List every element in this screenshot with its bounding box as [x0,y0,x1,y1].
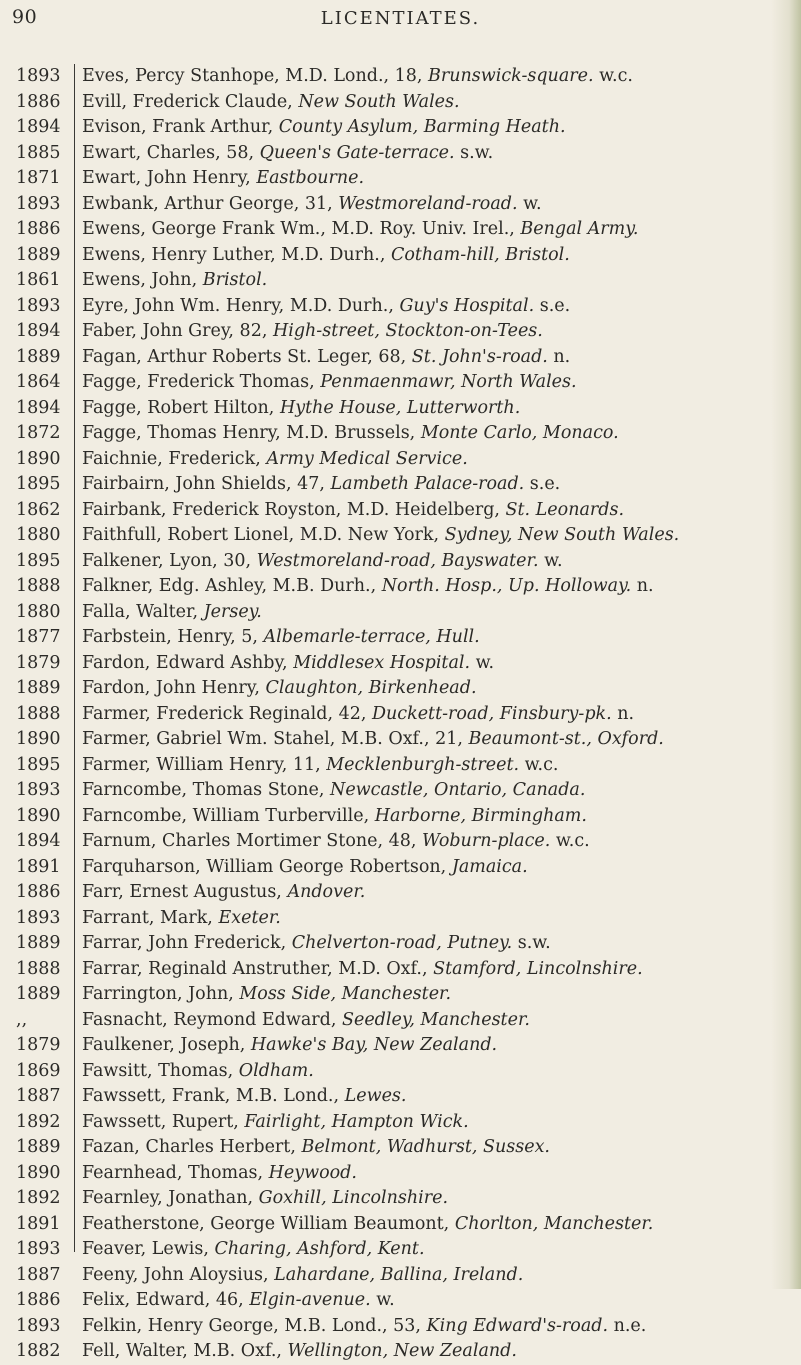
name-and-qualifications: Farquharson, William George Robertson, [82,856,452,877]
list-item [0,702,801,728]
postal-district: s.w. [454,142,494,163]
licentiate-entry [82,1033,775,1059]
registration-year: 1894 [16,831,61,851]
address: Fairlight, Hampton Wick. [244,1111,469,1132]
list-item [0,651,801,677]
name-and-qualifications: Fearnley, Jonathan, [82,1188,259,1208]
list-item [0,1339,801,1365]
address: High-street, Stockton-on-Tees. [272,321,543,341]
list-item [0,523,801,549]
licentiate-entry [82,829,775,855]
licentiate-entry [82,90,775,116]
list-item [0,778,801,804]
name-and-qualifications: Fawssett, Frank, M.B. Lond., [82,1086,345,1106]
registration-year: 1893 [16,193,61,214]
name-and-qualifications: Farr, Ernest Augustus, [82,882,288,902]
licentiate-entry [82,574,775,600]
address: Lahardane, Ballina, Ireland. [274,1264,524,1285]
address: Beaumont-st., Oxford. [468,729,664,749]
registration-year: 1887 [16,1264,61,1285]
licentiate-entry [82,192,775,218]
name-and-qualifications: Ewart, Charles, 58, [82,142,260,163]
address: Hawke's Bay, New Zealand. [250,1035,498,1055]
list-item [0,625,801,651]
licentiate-entry [82,1110,775,1136]
name-and-qualifications: Felix, Edward, 46, [82,1290,250,1310]
name-and-qualifications: Fardon, John Henry, [82,678,266,698]
list-item [0,829,801,855]
licentiate-entry [82,880,775,906]
name-and-qualifications: Ewbank, Arthur George, 31, [82,193,339,214]
address: New South Wales. [298,91,460,112]
registration-year: 1893 [16,66,61,86]
name-and-qualifications: Fasnacht, Reymond Edward, [82,1009,342,1030]
name-and-qualifications: Eves, Percy Stanhope, M.D. Lond., 18, [82,66,429,86]
list-item [0,396,801,422]
list-item [0,64,801,90]
address: Andover. [287,882,366,902]
licentiate-entry [82,906,775,932]
list-item [0,472,801,498]
postal-district: s.e. [534,295,571,316]
licentiate-entry [82,141,775,167]
name-and-qualifications: Farmer, Frederick Reginald, 42, [82,703,372,724]
licentiate-entry [82,855,775,881]
address: Charing, Ashford, Kent. [214,1239,425,1259]
registration-year: 1892 [16,1111,61,1132]
address: North. Hosp., Up. Holloway. [381,576,632,596]
registration-year: 1893 [16,1239,61,1259]
list-item [0,1237,801,1263]
registration-year: 1890 [16,1162,61,1183]
registration-year: 1889 [16,346,61,367]
postal-district: w. [370,1290,395,1310]
licentiate-entry [82,957,775,983]
name-and-qualifications: Fagge, Thomas Henry, M.D. Brussels, [82,423,421,443]
licentiate-entry [82,370,775,396]
name-and-qualifications: Ewens, John, [82,270,203,290]
licentiate-entry [82,1008,775,1034]
name-and-qualifications: Feeny, John Aloysius, [82,1264,275,1285]
registration-year: 1888 [16,576,61,596]
licentiate-entry [82,166,775,192]
address: Heywood. [268,1162,357,1183]
list-item [0,880,801,906]
address: Eastbourne. [256,168,365,188]
address: St. John's-road. [411,346,548,367]
licentiate-entry [82,702,775,728]
name-and-qualifications: Farncombe, William Turberville, [82,805,375,826]
licentiate-entry [82,727,775,753]
name-and-qualifications: Faber, John Grey, 82, [82,321,273,341]
name-and-qualifications: Farrar, John Frederick, [82,933,292,953]
name-and-qualifications: Felkin, Henry George, M.B. Lond., 53, [82,1315,427,1336]
list-item [0,1084,801,1110]
registration-year: 1869 [16,1060,61,1081]
licentiate-entry [82,64,775,90]
list-item [0,676,801,702]
list-item [0,753,801,779]
name-and-qualifications: Fagge, Robert Hilton, [82,397,280,418]
list-item [0,906,801,932]
registration-year: 1895 [16,550,61,571]
address: Jamaica. [451,856,528,877]
list-item [0,1161,801,1187]
registration-year: 1889 [16,678,61,698]
registration-year: 1891 [16,1213,61,1234]
address: Chelverton-road, Putney. [291,933,513,953]
licentiate-entry [82,778,775,804]
address: Harborne, Birmingham. [374,805,587,826]
registration-year: 1886 [16,219,61,239]
registration-year: 1861 [16,270,61,290]
address: Mecklenburgh-street. [326,754,520,775]
address: Duckett-road, Finsbury-pk. [371,703,612,724]
licentiate-entry [82,268,775,294]
registration-year: 1889 [16,984,61,1004]
registration-year: 1864 [16,372,61,392]
address: Lewes. [344,1086,407,1106]
list-item [0,1033,801,1059]
licentiate-entry [82,1186,775,1212]
licentiate-entry [82,1288,775,1314]
list-item [0,1059,801,1085]
name-and-qualifications: Farmer, Gabriel Wm. Stahel, M.B. Oxf., 21, [82,729,469,749]
registration-year: 1886 [16,91,61,112]
page-number: 90 [12,6,38,28]
address: St. Leonards. [505,499,625,520]
address: Monte Carlo, Monaco. [420,423,619,443]
name-and-qualifications: Feaver, Lewis, [82,1239,215,1259]
list-item [0,804,801,830]
list-item [0,1288,801,1314]
address: Claughton, Birkenhead. [265,678,477,698]
list-item [0,982,801,1008]
list-item [0,370,801,396]
postal-district: w.c. [593,66,633,86]
address: Belmont, Wadhurst, Sussex. [301,1137,550,1157]
registration-year: 1893 [16,295,61,316]
registration-year: 1888 [16,958,61,979]
address: Chorlton, Manchester. [454,1213,654,1234]
licentiate-entry [82,498,775,524]
licentiate-entry [82,625,775,651]
postal-district: w.c. [550,831,590,851]
name-and-qualifications: Fagge, Frederick Thomas, [82,372,321,392]
list-item [0,115,801,141]
registration-year: 1879 [16,652,61,673]
licentiate-entry [82,549,775,575]
address: Albemarle-terrace, Hull. [263,627,480,647]
list-item [0,498,801,524]
licentiate-entry [82,651,775,677]
name-and-qualifications: Ewart, John Henry, [82,168,257,188]
registration-year: 1895 [16,754,61,775]
licentiate-entry [82,1212,775,1238]
licentiate-entry [82,447,775,473]
registration-year: 1894 [16,117,61,137]
list-item [0,90,801,116]
registration-year: 1886 [16,1290,61,1310]
address: Cotham-hill, Bristol. [390,244,570,265]
registration-year: 1885 [16,142,61,163]
registration-year: 1894 [16,321,61,341]
postal-district: s.e. [524,474,561,494]
list-item [0,319,801,345]
name-and-qualifications: Farrant, Mark, [82,907,219,928]
licentiate-entry [82,396,775,422]
list-item [0,1186,801,1212]
name-and-qualifications: Falkner, Edg. Ashley, M.B. Durh., [82,576,382,596]
address: Brunswick-square. [428,66,594,86]
licentiate-entry [82,1135,775,1161]
registration-year: 1890 [16,448,61,469]
name-and-qualifications: Fearnhead, Thomas, [82,1162,269,1183]
name-and-qualifications: Eyre, John Wm. Henry, M.D. Durh., [82,295,400,316]
list-item [0,549,801,575]
licentiate-entry [82,115,775,141]
name-and-qualifications: Faithfull, Robert Lionel, M.D. New York, [82,525,445,545]
list-item [0,243,801,269]
licentiate-entry [82,243,775,269]
address: County Asylum, Barming Heath. [278,117,566,137]
licentiate-entry [82,217,775,243]
name-and-qualifications: Falkener, Lyon, 30, [82,550,257,571]
registration-year: 1880 [16,601,61,622]
licentiate-entry [82,753,775,779]
address: Lambeth Palace-road. [330,474,525,494]
name-and-qualifications: Fagan, Arthur Roberts St. Leger, 68, [82,346,412,367]
address: Guy's Hospital. [399,295,535,316]
address: Hythe House, Lutterworth. [279,397,521,418]
list-item [0,268,801,294]
postal-district: w. [538,550,563,571]
licentiate-entry [82,982,775,1008]
licentiate-entry [82,1237,775,1263]
registration-year: 1891 [16,856,61,877]
name-and-qualifications: Fairbairn, John Shields, 47, [82,474,331,494]
registration-year: 1872 [16,423,61,443]
postal-district: n.e. [608,1315,647,1336]
licentiate-entry [82,1161,775,1187]
list-item [0,166,801,192]
registration-year: ,, [16,1009,28,1030]
address: King Edward's-road. [426,1315,609,1336]
licentiate-entry [82,319,775,345]
list-item [0,141,801,167]
licentiate-entry [82,472,775,498]
list-item [0,345,801,371]
registration-year: 1880 [16,525,61,545]
licentiates-list [0,64,801,1365]
registration-year: 1893 [16,907,61,928]
registration-year: 1886 [16,882,61,902]
name-and-qualifications: Evill, Frederick Claude, [82,91,299,112]
registration-year: 1862 [16,499,61,520]
list-item [0,727,801,753]
list-item [0,421,801,447]
name-and-qualifications: Fardon, Edward Ashby, [82,652,294,673]
address: Goxhill, Lincolnshire. [258,1188,449,1208]
registration-year: 1877 [16,627,61,647]
postal-district: w. [470,652,495,673]
registration-year: 1893 [16,780,61,800]
registration-year: 1892 [16,1188,61,1208]
registration-year: 1879 [16,1035,61,1055]
name-and-qualifications: Faulkener, Joseph, [82,1035,251,1055]
address: Queen's Gate-terrace. [259,142,455,163]
address: Sydney, New South Wales. [444,525,680,545]
licentiate-entry [82,804,775,830]
licentiate-entry [82,523,775,549]
address: Elgin-avenue. [249,1290,371,1310]
name-and-qualifications: Ewens, Henry Luther, M.D. Durh., [82,244,391,265]
address: Westmoreland-road. [338,193,518,214]
address: Wellington, New Zealand. [287,1341,517,1361]
name-and-qualifications: Farmer, William Henry, 11, [82,754,327,775]
name-and-qualifications: Featherstone, George William Beaumont, [82,1213,455,1234]
licentiate-entry [82,421,775,447]
postal-district: w.c. [519,754,559,775]
name-and-qualifications: Farbstein, Henry, 5, [82,627,264,647]
list-item [0,1135,801,1161]
registration-year: 1890 [16,805,61,826]
address: Bengal Army. [520,219,639,239]
running-title: LICENTIATES. [320,8,481,29]
licentiate-entry [82,294,775,320]
registration-year: 1889 [16,1137,61,1157]
name-and-qualifications: Farrington, John, [82,984,240,1004]
list-item [0,957,801,983]
registration-year: 1893 [16,1315,61,1336]
list-item [0,574,801,600]
licentiate-entry [82,1339,775,1365]
registration-year: 1871 [16,168,61,188]
licentiate-entry [82,600,775,626]
list-item [0,1008,801,1034]
name-and-qualifications: Ewens, George Frank Wm., M.D. Roy. Univ. Irel., [82,219,521,239]
licentiate-entry [82,1314,775,1340]
name-and-qualifications: Faichnie, Frederick, [82,448,267,469]
list-item [0,447,801,473]
licentiate-entry [82,1084,775,1110]
address: Oldham. [238,1060,314,1081]
list-item [0,217,801,243]
address: Exeter. [218,907,281,928]
address: Moss Side, Manchester. [239,984,452,1004]
postal-district: s.w. [512,933,551,953]
registration-year: 1889 [16,244,61,265]
name-and-qualifications: Fairbank, Frederick Royston, M.D. Heidelberg, [82,499,506,520]
list-item [0,1110,801,1136]
list-item [0,294,801,320]
name-and-qualifications: Fell, Walter, M.B. Oxf., [82,1341,288,1361]
registration-year: 1889 [16,933,61,953]
registration-year: 1894 [16,397,61,418]
address: Stamford, Lincolnshire. [433,958,643,979]
postal-district: n. [611,703,635,724]
binding-edge-shadow [771,0,801,1289]
postal-district: n. [547,346,571,367]
licentiate-entry [82,345,775,371]
licentiate-entry [82,676,775,702]
address: Penmaenmawr, North Wales. [320,372,577,392]
postal-district: n. [631,576,654,596]
registration-year: 1888 [16,703,61,724]
name-and-qualifications: Fawsitt, Thomas, [82,1060,239,1081]
list-item [0,1212,801,1238]
list-item [0,855,801,881]
list-item [0,1314,801,1340]
list-item [0,192,801,218]
name-and-qualifications: Falla, Walter, [82,601,204,622]
address: Jersey. [203,601,262,622]
address: Seedley, Manchester. [341,1009,530,1030]
licentiate-entry [82,931,775,957]
postal-district: w. [517,193,542,214]
name-and-qualifications: Farnum, Charles Mortimer Stone, 48, [82,831,423,851]
list-item [0,931,801,957]
list-item [0,600,801,626]
licentiate-entry [82,1263,775,1289]
name-and-qualifications: Farrar, Reginald Anstruther, M.D. Oxf., [82,958,434,979]
name-and-qualifications: Fawssett, Rupert, [82,1111,245,1132]
address: Bristol. [202,270,268,290]
name-and-qualifications: Farncombe, Thomas Stone, [82,780,330,800]
registration-year: 1887 [16,1086,61,1106]
address: Middlesex Hospital. [293,652,471,673]
address: Westmoreland-road, Bayswater. [256,550,539,571]
registration-year: 1895 [16,474,61,494]
address: Woburn-place. [422,831,551,851]
name-and-qualifications: Fazan, Charles Herbert, [82,1137,302,1157]
name-and-qualifications: Evison, Frank Arthur, [82,117,279,137]
list-item [0,1263,801,1289]
licentiate-entry [82,1059,775,1085]
registration-year: 1882 [16,1341,61,1361]
registration-year: 1890 [16,729,61,749]
address: Newcastle, Ontario, Canada. [330,780,586,800]
address: Army Medical Service. [266,448,468,469]
